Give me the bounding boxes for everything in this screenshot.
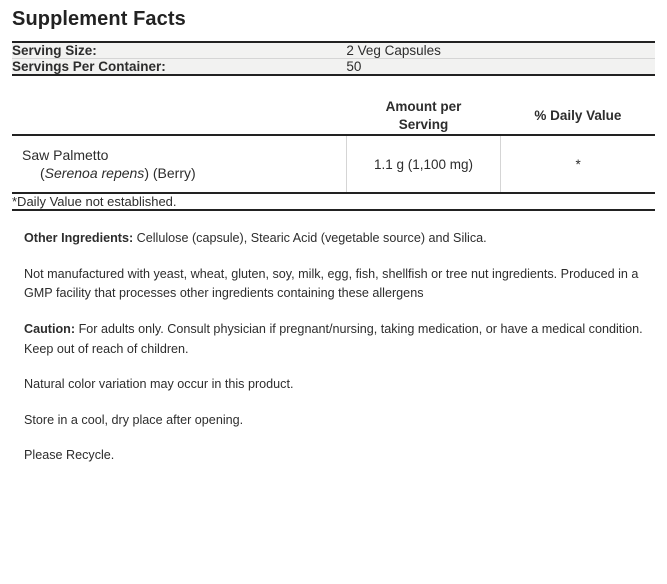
table-spacer-row (12, 75, 655, 98)
table-header-row (12, 98, 655, 135)
table-row-serving-size (12, 42, 655, 59)
nutrient-daily-value: * (575, 156, 581, 172)
nutrient-name-cell (12, 135, 346, 193)
nutrient-source-suffix: ) (Berry) (144, 165, 196, 182)
nutrient-source-prefix: ( (40, 165, 45, 182)
amount-per-serving-header-line2: Serving (398, 117, 449, 133)
nutrient-source-latin: Serenoa repens (44, 165, 145, 182)
supplement-facts-panel (0, 8, 667, 466)
table-row-footnote (12, 193, 655, 210)
spacer-cell-2 (346, 75, 500, 98)
note-caution (24, 320, 667, 359)
table-row-nutrient (12, 135, 655, 193)
servings-per-container-label: Servings Per Container: (12, 59, 166, 74)
nutrient-name: Saw Palmetto (22, 147, 109, 164)
note-storage (24, 411, 667, 431)
supplement-facts-table (12, 41, 655, 211)
note-allergens (24, 265, 667, 304)
note-caution-label: Caution: (24, 321, 76, 336)
table-row-servings-per-container (12, 59, 655, 76)
amount-per-serving-header-line1: Amount per (385, 99, 462, 114)
spacer-cell-1 (12, 75, 346, 98)
page-title: Supplement Facts (12, 8, 186, 30)
notes-section (12, 211, 667, 465)
note-color-variation-text: Natural color variation may occur in this product. (24, 377, 294, 392)
note-color-variation (24, 375, 667, 395)
amount-per-serving-header (346, 98, 500, 135)
note-allergens-text: Not manufactured with yeast, wheat, gluten, soy, milk, egg, fish, shellfish or tree nut ingredients. Produced in a GMP facility that processes other ingredients containing these allergens (24, 266, 639, 301)
note-recycle-text: Please Recycle. (24, 448, 115, 463)
serving-size-label: Serving Size: (12, 43, 97, 58)
daily-value-header: % Daily Value (534, 108, 622, 124)
header-blank-cell (12, 98, 346, 135)
note-other-ingredients-text: Cellulose (capsule), Stearic Acid (vegetable source) and Silica. (133, 231, 487, 246)
spacer-cell-3 (501, 75, 655, 98)
note-storage-text: Store in a cool, dry place after opening. (24, 412, 244, 427)
serving-size-value: 2 Veg Capsules (346, 43, 441, 58)
nutrient-source (12, 165, 346, 192)
note-caution-text: For adults only. Consult physician if pregnant/nursing, taking medication, or have a medical condition. Keep out of reach of children. (24, 321, 643, 356)
daily-value-footnote: *Daily Value not established. (12, 194, 177, 210)
note-recycle (24, 446, 667, 466)
nutrient-amount: 1.1 g (1,100 mg) (346, 135, 500, 193)
servings-per-container-value: 50 (346, 59, 362, 74)
note-other-ingredients (24, 229, 667, 249)
note-other-ingredients-label: Other Ingredients: (24, 231, 134, 246)
